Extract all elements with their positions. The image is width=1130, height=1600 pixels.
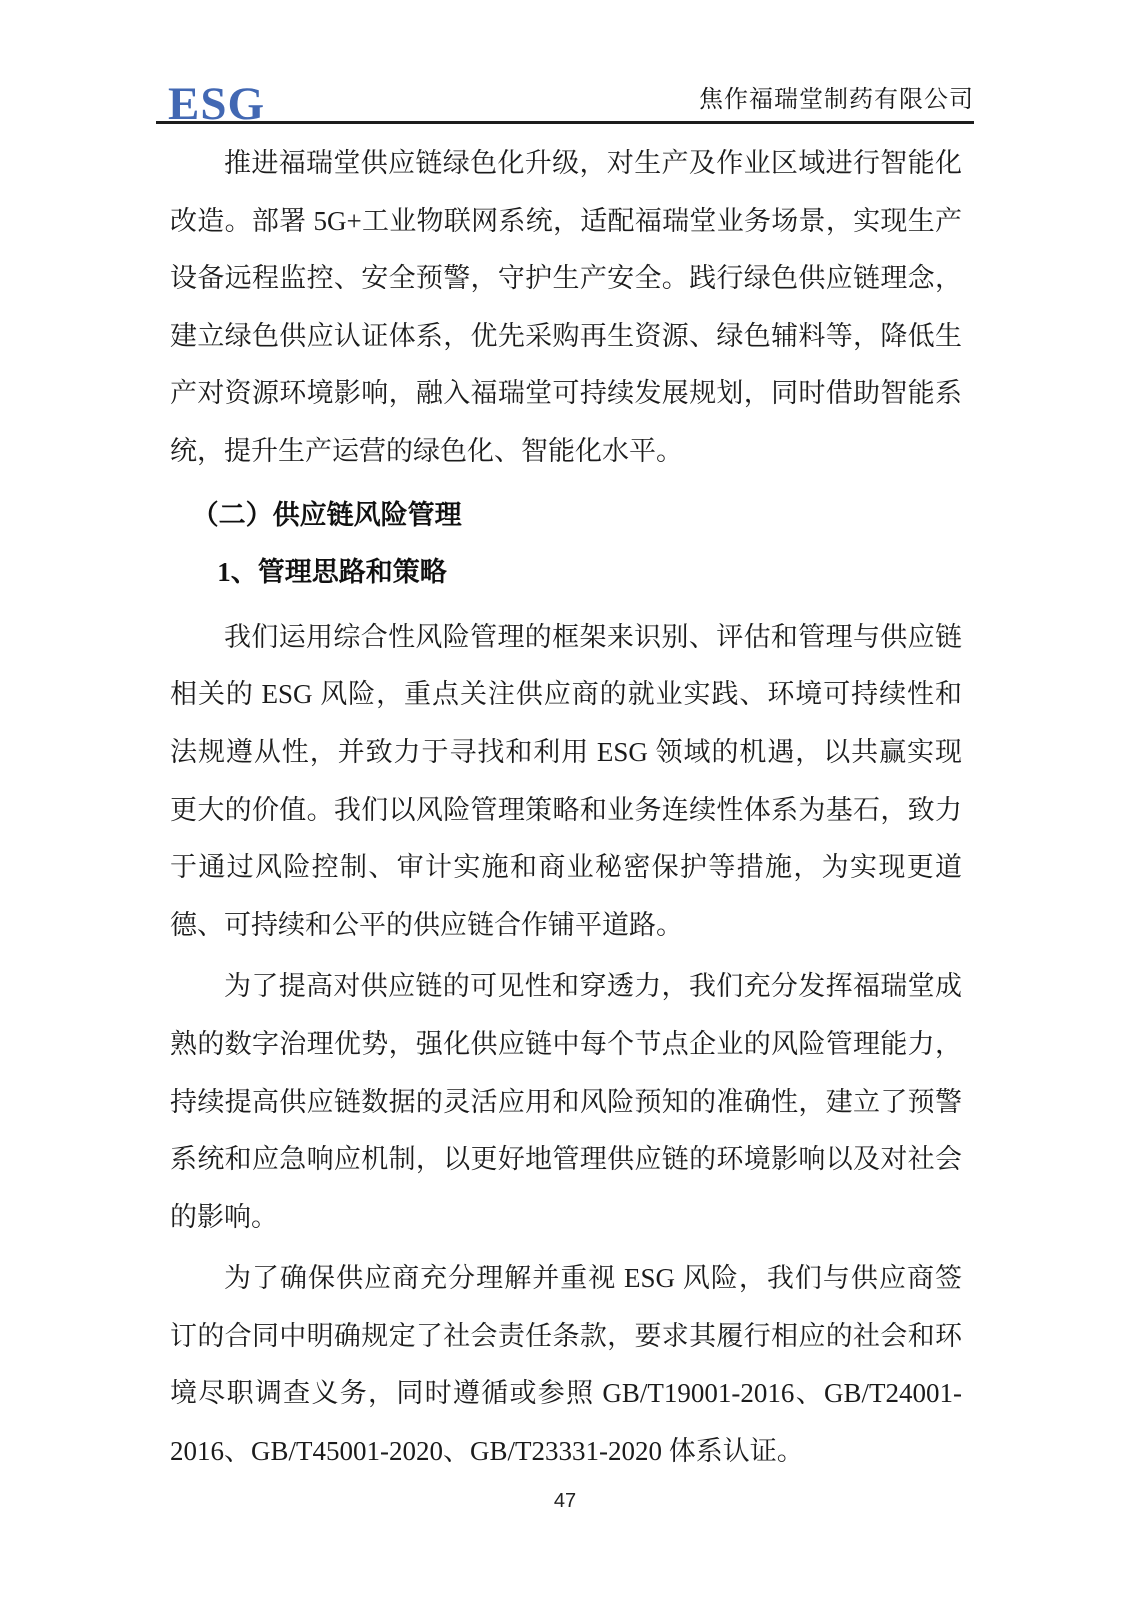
section-heading-supply-chain-risk: （二）供应链风险管理 <box>191 499 462 530</box>
paragraph-risk-framework: 我们运用综合性风险管理的框架来识别、评估和管理与供应链相关的 ESG 风险，重点关注供应商的就业实践、环境可持续性和法规遵从性，并致力于寻找和利用 ESG 领域的机遇，以共赢实现更大的价值。我们以风险管理策略和业务连续性体系为基石，致力于通过风险控制、审计实施和商业秘密保护等措施，为实现更道德、可持续和公平的供应链合作铺平道路。 <box>170 621 962 940</box>
paragraph-supplier-contracts: 为了确保供应商充分理解并重视 ESG 风险，我们与供应商签订的合同中明确规定了社会责任条款，要求其履行相应的社会和环境尽职调查义务，同时遵循或参照 GB/T19001-2016、GB/T24001-2016、GB/T45001-2020、GB/T23331-2020 体系认证。 <box>170 1263 962 1467</box>
page-footer <box>0 1490 1130 1513</box>
paragraph-supply-chain-visibility: 为了提高对供应链的可见性和穿透力，我们充分发挥福瑞堂成熟的数字治理优势，强化供应链中每个节点企业的风险管理能力，持续提高供应链数据的灵活应用和风险预知的准确性，建立了预警系统和应急响应机制，以更好地管理供应链的环境影响以及对社会的影响。 <box>170 971 962 1232</box>
page-number: 47 <box>553 1490 577 1512</box>
page-header <box>156 0 974 131</box>
subsection-heading-management-strategy: 1、管理思路和策略 <box>217 557 447 588</box>
esg-logo: ESG <box>168 78 266 131</box>
company-name: 焦作福瑞堂制药有限公司 <box>699 87 974 113</box>
document-body <box>170 124 962 1481</box>
paragraph-green-supply-chain: 推进福瑞堂供应链绿色化升级，对生产及作业区域进行智能化改造。部署 5G+工业物联网系统，适配福瑞堂业务场景，实现生产设备远程监控、安全预警，守护生产安全。践行绿色供应链理念，建立绿色供应认证体系，优先采购再生资源、绿色辅料等，降低生产对资源环境影响，融入福瑞堂可持续发展规划，同时借助智能系统，提升生产运营的绿色化、智能化水平。 <box>170 148 962 466</box>
